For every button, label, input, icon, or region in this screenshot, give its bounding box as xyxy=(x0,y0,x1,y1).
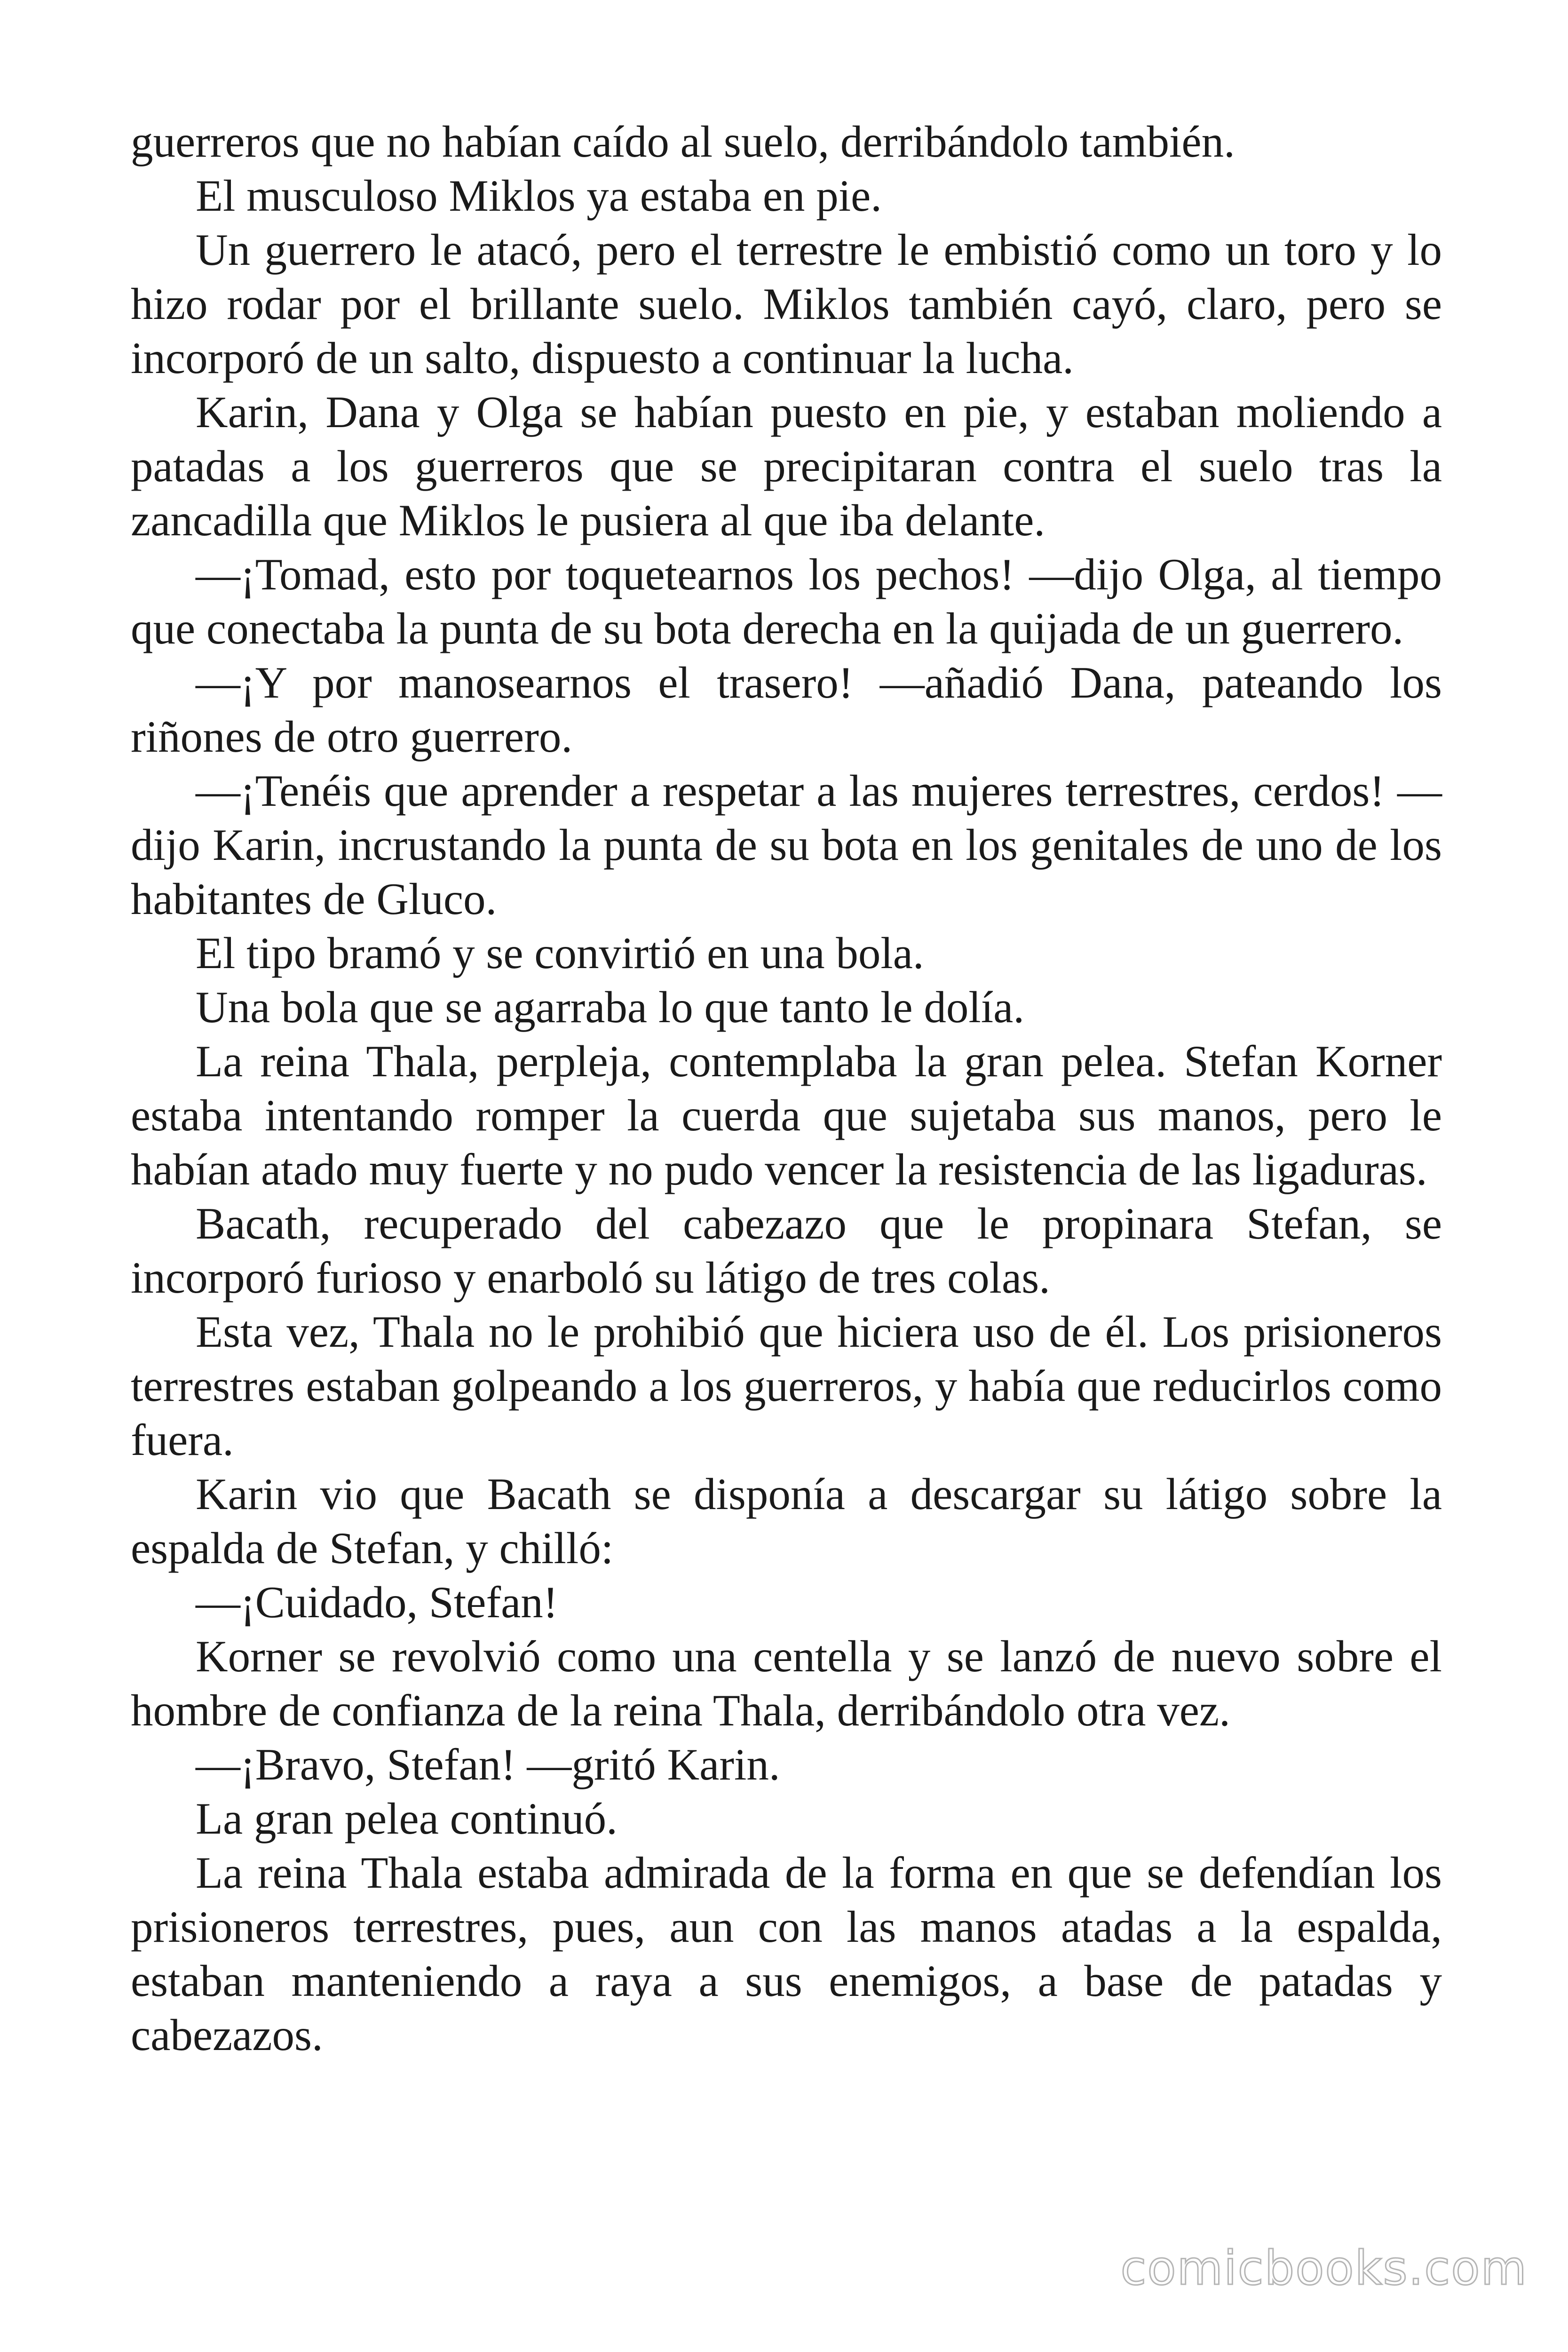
paragraph: La reina Thala, perpleja, contemplaba la gran pelea. Stefan Korner estaba intentando romper la cuerda que sujetaba sus manos, pero le habían atado muy fuerte y no pudo vencer la resistencia de las ligaduras. xyxy=(131,1036,1442,1194)
paragraph: La gran pelea continuó. xyxy=(196,1794,618,1843)
paragraph: —¡Y por manosearnos el trasero! —añadió Dana, pateando los riñones de otro guerrero. xyxy=(131,658,1442,762)
paragraph: Korner se revolvió como una centella y se lanzó de nuevo sobre el hombre de confianza de la reina Thala, derribándolo otra vez. xyxy=(131,1631,1442,1735)
paragraph: Karin vio que Bacath se disponía a descargar su látigo sobre la espalda de Stefan, y chilló: xyxy=(131,1469,1442,1573)
paragraph: Una bola que se agarraba lo que tanto le dolía. xyxy=(196,982,1025,1032)
paragraph: —¡Tomad, esto por toquetearnos los pechos! —dijo Olga, al tiempo que conectaba la punta de su bota derecha en la quijada de un guerrero. xyxy=(131,549,1442,653)
paragraph: —¡Cuidado, Stefan! xyxy=(196,1577,558,1627)
paragraph: El tipo bramó y se convirtió en una bola. xyxy=(196,928,924,978)
paragraph: La reina Thala estaba admirada de la forma en que se defendían los prisioneros terrestres, pues, aun con las manos atadas a la espalda, estaban manteniendo a raya a sus enemigos, a base de patadas y cabezazos. xyxy=(131,1848,1442,2060)
page-body-text xyxy=(131,115,1442,2062)
paragraph: —¡Bravo, Stefan! —gritó Karin. xyxy=(196,1740,780,1789)
watermark: comicbooks.com xyxy=(1120,2241,1528,2296)
paragraph: Esta vez, Thala no le prohibió que hiciera uso de él. Los prisioneros terrestres estaban golpeando a los guerreros, y había que reducirlos como fuera. xyxy=(131,1307,1442,1465)
paragraph: guerreros que no habían caído al suelo, derribándolo también. xyxy=(131,117,1235,167)
paragraph: El musculoso Miklos ya estaba en pie. xyxy=(196,171,882,221)
paragraph: Un guerrero le atacó, pero el terrestre le embistió como un toro y lo hizo rodar por el brillante suelo. Miklos también cayó, claro, pero se incorporó de un salto, dispuesto a continuar la lucha. xyxy=(131,225,1442,383)
paragraph: Karin, Dana y Olga se habían puesto en pie, y estaban moliendo a patadas a los guerreros que se precipitaran contra el suelo tras la zancadilla que Miklos le pusiera al que iba delante. xyxy=(131,387,1442,545)
paragraph: Bacath, recuperado del cabezazo que le propinara Stefan, se incorporó furioso y enarboló su látigo de tres colas. xyxy=(131,1199,1442,1303)
paragraph: —¡Tenéis que aprender a respetar a las mujeres terrestres, cerdos! —dijo Karin, incrustando la punta de su bota en los genitales de uno de los habitantes de Gluco. xyxy=(131,766,1442,924)
